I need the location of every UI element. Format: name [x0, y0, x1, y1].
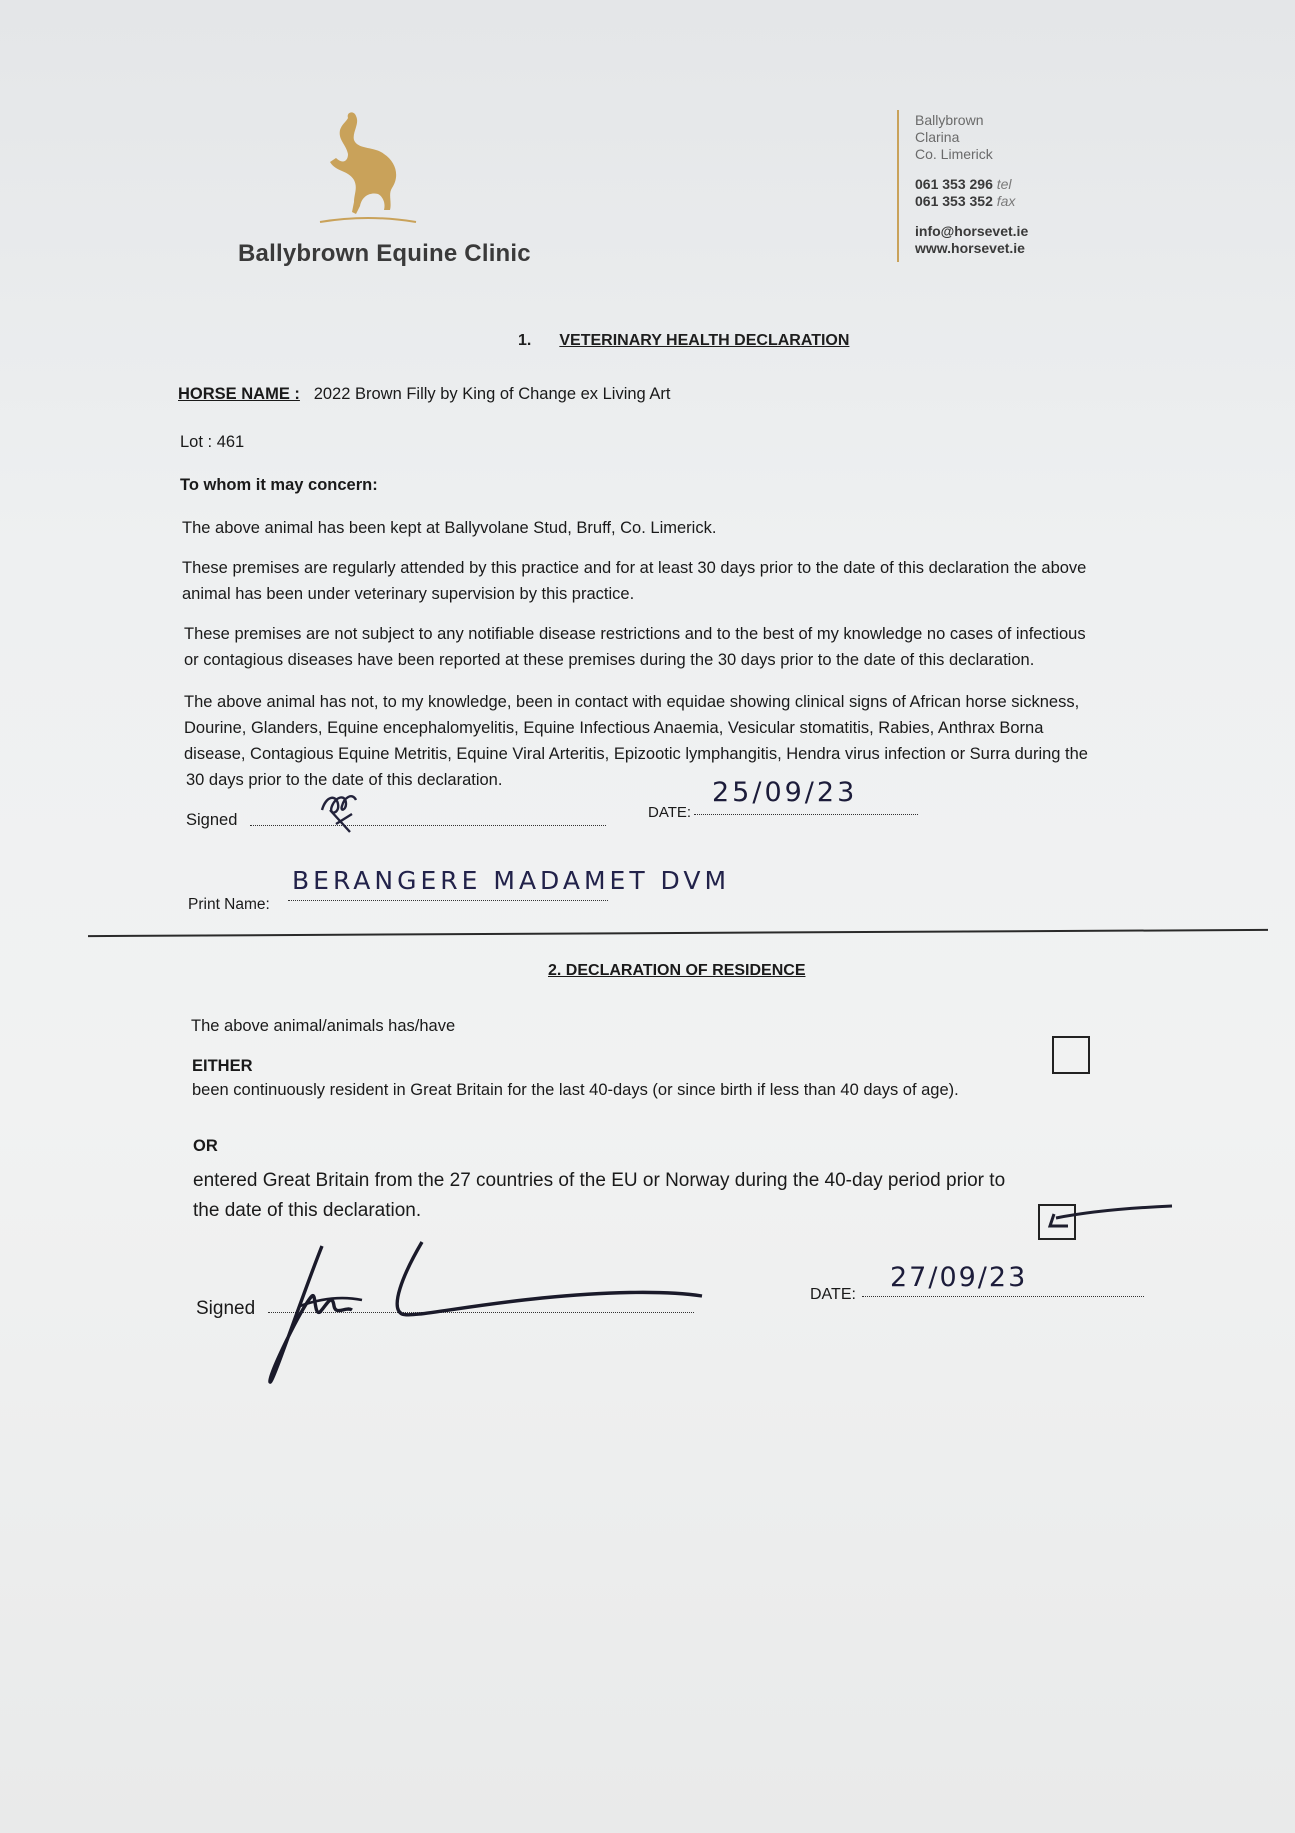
- horse-name-value: 2022 Brown Filly by King of Change ex Living Art: [313, 385, 671, 403]
- para4-line3: disease, Contagious Equine Metritis, Equine Viral Arteritis, Epizootic lymphangitis, Hendra virus infection or Surra during the: [184, 745, 1088, 763]
- date-label-1: DATE:: [648, 804, 692, 821]
- section1-title: [518, 332, 849, 350]
- web-link[interactable]: www.horsevet.ie: [915, 240, 1025, 256]
- para2-line1: These premises are regularly attended by this practice and for at least 30 days prior to the date of this declaration the above: [182, 559, 1087, 577]
- lot-number: Lot : 461: [180, 433, 245, 451]
- signed-label-1: Signed: [186, 811, 238, 829]
- date-label-2: DATE:: [810, 1286, 856, 1303]
- section2-intro: The above animal/animals has/have: [191, 1017, 456, 1035]
- phone-line: [915, 176, 1012, 193]
- fax-suffix: fax: [996, 193, 1016, 209]
- signed-label-2: Signed: [196, 1298, 256, 1319]
- para3-line1: These premises are not subject to any notifiable disease restrictions and to the best of my knowledge no cases of infectious: [184, 625, 1086, 643]
- or-label: OR: [193, 1137, 218, 1155]
- para1: The above animal has been kept at Ballyvolane Stud, Bruff, Co. Limerick.: [182, 519, 717, 537]
- option2-line1: entered Great Britain from the 27 countries of the EU or Norway during the 40-day period prior to: [193, 1170, 1006, 1191]
- either-label: EITHER: [192, 1057, 253, 1075]
- signature-2: [262, 1236, 732, 1386]
- date-value-1: 25/09/23: [712, 777, 858, 808]
- letterhead-divider: [897, 110, 899, 262]
- horse-name-label: HORSE NAME :: [178, 385, 300, 403]
- section-divider: [88, 929, 1268, 937]
- salutation: To whom it may concern:: [180, 476, 378, 494]
- date-line-1[interactable]: [694, 814, 918, 815]
- option1-text: been continuously resident in Great Britain for the last 40-days (or since birth if less than 40 days of age).: [192, 1081, 959, 1099]
- section1-number: 1.: [518, 332, 532, 349]
- address-line-1: Ballybrown: [915, 112, 984, 128]
- signature-1: [312, 780, 372, 840]
- phone-number: 061 353 296: [915, 176, 993, 192]
- print-name-value: BERANGERE MADAMET DVM: [292, 866, 731, 895]
- print-name-label: Print Name:: [188, 896, 270, 913]
- signature-line-1[interactable]: [250, 825, 606, 826]
- para2-line2: animal has been under veterinary supervision by this practice.: [182, 585, 635, 603]
- horse-name-row: [178, 382, 670, 407]
- date-value-2: 27/09/23: [890, 1262, 1028, 1293]
- para4-line1: The above animal has not, to my knowledge, been in contact with equidae showing clinical signs of African horse sickness,: [184, 693, 1080, 711]
- section1-title-text: VETERINARY HEALTH DECLARATION: [559, 332, 850, 349]
- email-link[interactable]: info@horsevet.ie: [915, 223, 1029, 239]
- fax-line: [915, 193, 1015, 210]
- option2-checkmark: [1046, 1200, 1176, 1240]
- phone-suffix: tel: [996, 176, 1012, 192]
- clinic-name: Ballybrown Equine Clinic: [238, 240, 531, 267]
- option1-checkbox[interactable]: [1052, 1036, 1090, 1074]
- address-line-2: Clarina: [915, 129, 960, 145]
- rearing-horse-logo: [318, 110, 418, 228]
- address-line-3: Co. Limerick: [915, 146, 993, 162]
- date-line-2[interactable]: [862, 1296, 1144, 1297]
- fax-number: 061 353 352: [915, 193, 993, 209]
- section2-title: 2. DECLARATION OF RESIDENCE: [548, 962, 806, 979]
- print-name-line[interactable]: [288, 900, 608, 901]
- option2-line2: the date of this declaration.: [193, 1200, 422, 1221]
- para4-line2: Dourine, Glanders, Equine encephalomyelitis, Equine Infectious Anaemia, Vesicular stomatitis, Rabies, Anthrax Borna: [184, 719, 1044, 737]
- para3-line2: or contagious diseases have been reported at these premises during the 30 days prior to the date of this declaration.: [184, 651, 1035, 669]
- para4-line4: 30 days prior to the date of this declaration.: [186, 771, 503, 789]
